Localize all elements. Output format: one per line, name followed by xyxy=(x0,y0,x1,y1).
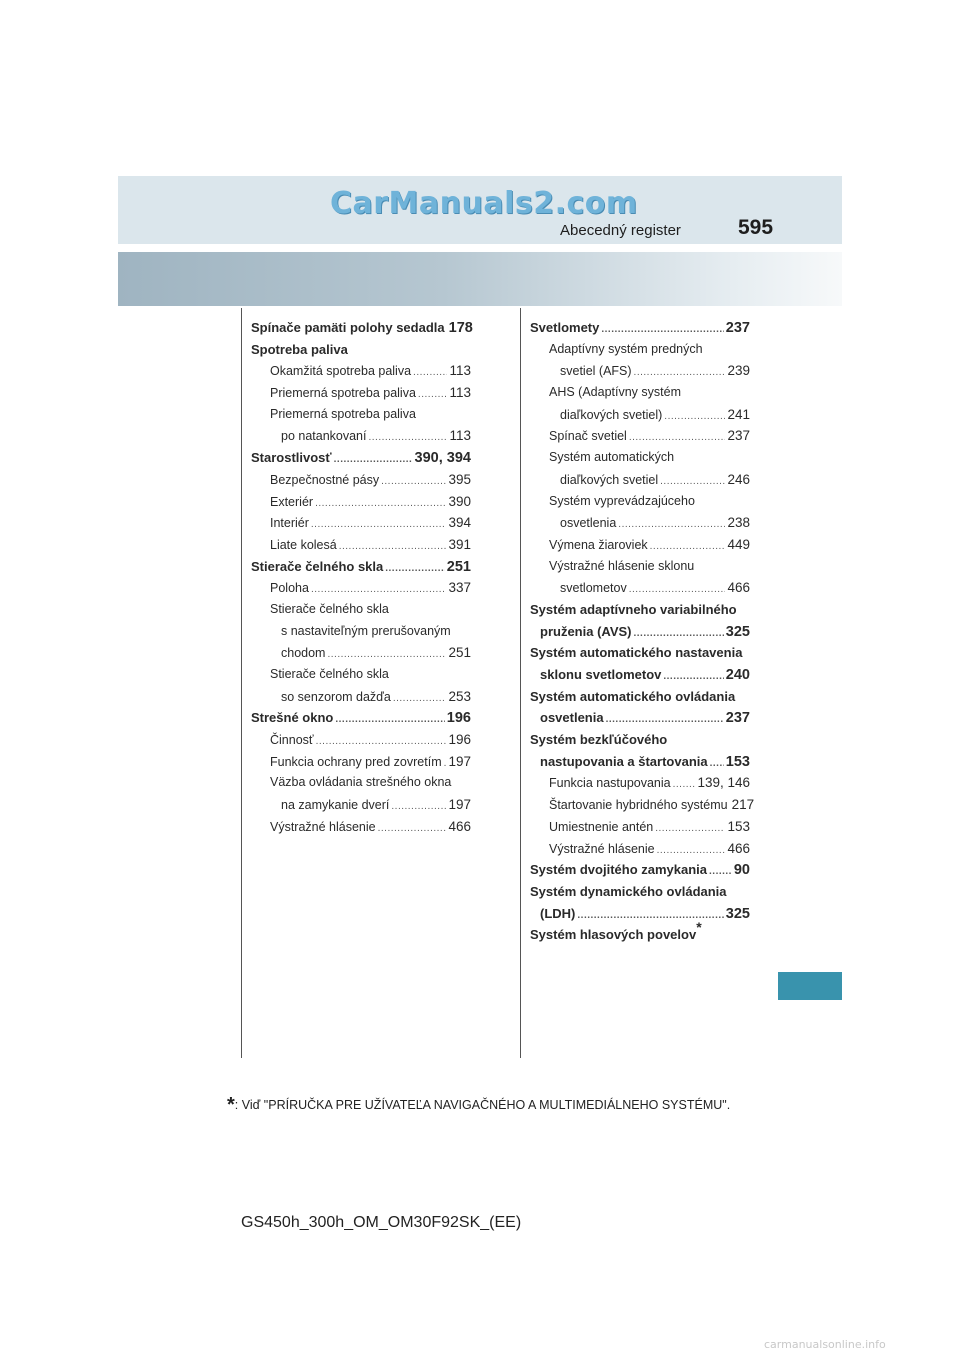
leader-dots xyxy=(327,644,446,666)
leader-dots xyxy=(381,471,446,493)
index-entry-term: Stierače čelného skla xyxy=(270,601,389,616)
index-entry-page: 466 xyxy=(448,818,471,834)
index-entry-page: 178 xyxy=(448,320,473,336)
leader-dots xyxy=(311,579,447,601)
index-entry xyxy=(530,621,750,643)
leader-dots xyxy=(634,362,726,384)
index-entry xyxy=(530,447,750,469)
index-entry-page: 466 xyxy=(727,580,750,596)
index-entry-term: Bezpečnostné pásy xyxy=(270,472,380,487)
index-entry-term: Väzba ovládania strešného okna xyxy=(270,775,452,790)
index-entry-term: Funkcia ochrany pred zovretím xyxy=(270,754,442,769)
leader-dots xyxy=(418,384,448,406)
leader-dots xyxy=(663,666,723,688)
leader-dots xyxy=(385,558,445,580)
index-entry xyxy=(251,664,471,686)
leader-dots xyxy=(335,709,444,731)
index-entry-term: Výmena žiaroviek xyxy=(549,537,648,552)
index-entry xyxy=(251,317,471,339)
index-entry-page: 449 xyxy=(727,536,750,552)
index-entry xyxy=(530,577,750,599)
index-entry-term: Liate kolesá xyxy=(270,537,337,552)
index-entry-term: chodom xyxy=(281,646,326,661)
index-entry xyxy=(251,360,471,382)
document-code: GS450h_300h_OM_OM30F92SK_(EE) xyxy=(241,1214,522,1231)
index-entry-page: 253 xyxy=(448,688,471,704)
index-entry-page: 240 xyxy=(725,667,750,683)
index-entry-term: Systém automatických xyxy=(549,450,675,465)
index-entry-term: so senzorom dažďa xyxy=(281,689,391,704)
index-entry-page: 217 xyxy=(731,797,755,813)
leader-dots xyxy=(709,861,732,883)
index-entry xyxy=(251,512,471,534)
index-entry xyxy=(530,794,755,816)
index-entry-term: Funkcia nastupovania xyxy=(549,776,671,791)
leader-dots xyxy=(601,319,723,341)
index-entry-term: Systém dynamického ovládania xyxy=(530,883,727,899)
index-entry-term: svetiel (AFS) xyxy=(560,364,632,379)
index-entry-page: 466 xyxy=(727,840,750,856)
index-entry-term: Činnosť xyxy=(270,733,314,748)
index-entry xyxy=(530,512,750,534)
column-divider-middle xyxy=(520,308,521,1058)
index-entry xyxy=(530,556,750,578)
page-number: 595 xyxy=(738,216,774,239)
index-entry xyxy=(530,425,750,447)
footnote xyxy=(227,1092,730,1115)
index-entry-term: Priemerná spotreba paliva xyxy=(270,406,416,421)
index-entry xyxy=(530,360,750,382)
index-entry xyxy=(251,642,471,664)
index-entry-term: sklonu svetlometov xyxy=(540,667,662,682)
index-entry xyxy=(530,751,750,773)
index-entry-page: 246 xyxy=(727,471,750,487)
index-entry xyxy=(530,881,750,903)
index-entry-term: Stierače čelného skla xyxy=(251,558,384,574)
index-entry-page: 153 xyxy=(725,753,750,770)
index-entry-term: Systém automatického nastavenia xyxy=(530,645,743,661)
footer-watermark[interactable]: carmanualsonline.info xyxy=(764,1338,886,1351)
index-entry-term: Štartovanie hybridného systému xyxy=(549,798,728,813)
index-entry-page: 325 xyxy=(725,623,750,640)
watermark-logo[interactable]: CarManuals2.com xyxy=(330,186,638,221)
index-entry-page: 390 xyxy=(448,493,471,509)
index-entry-term: Systém automatického ovládania xyxy=(530,688,736,704)
index-entry xyxy=(251,469,471,491)
index-entry-page: 241 xyxy=(727,406,750,422)
index-entry xyxy=(251,686,471,708)
decorative-band xyxy=(118,252,842,306)
index-entry-page: 113 xyxy=(449,428,471,444)
index-entry-term: (LDH) xyxy=(540,905,576,921)
index-entry xyxy=(530,317,750,339)
leader-dots xyxy=(413,362,447,384)
index-entry-page: 251 xyxy=(448,645,471,661)
index-entry xyxy=(530,903,750,925)
index-entry-page: 237 xyxy=(725,320,750,336)
index-entry-term: Systém adaptívneho variabilného xyxy=(530,601,737,617)
index-entry xyxy=(530,404,750,426)
index-entry xyxy=(530,772,750,794)
index-entry-term: na zamykanie dverí xyxy=(281,798,390,813)
index-entry-term: Svetlomety xyxy=(530,320,600,335)
index-entry xyxy=(530,491,750,513)
leader-dots xyxy=(444,753,447,775)
index-entry-page: 90 xyxy=(733,862,750,879)
index-entry-term: Interiér xyxy=(270,516,309,531)
leader-dots xyxy=(664,406,725,428)
index-entry-term: Adaptívny systém predných xyxy=(549,341,703,356)
index-entry-term: osvetlenia xyxy=(560,516,617,531)
index-entry-page: 197 xyxy=(448,753,471,769)
index-entry xyxy=(251,621,471,643)
index-entry xyxy=(530,707,750,729)
index-entry-term: Starostlivosť xyxy=(251,450,332,466)
index-entry xyxy=(251,577,471,599)
leader-dots xyxy=(369,427,448,449)
index-entry-term: Výstražné hlásenie xyxy=(549,841,655,856)
index-entry-term: pruženia (AVS) xyxy=(540,623,632,639)
chapter-tab xyxy=(778,972,842,1000)
index-entry xyxy=(251,707,471,729)
index-column-right xyxy=(530,317,755,946)
index-entry xyxy=(530,729,750,751)
index-entry-page: 395 xyxy=(448,471,471,487)
index-entry-term: AHS (Adaptívny systém xyxy=(549,385,681,400)
index-entry-term: Systém dvojitého zamykania xyxy=(530,862,708,878)
footnote-asterisk: * xyxy=(227,1094,235,1116)
leader-dots xyxy=(378,818,447,840)
index-entry-page: 113 xyxy=(449,385,471,401)
leader-dots xyxy=(650,536,726,558)
index-entry xyxy=(530,382,750,404)
index-entry xyxy=(251,816,471,838)
index-entry xyxy=(251,425,471,447)
section-title: Abecedný register xyxy=(560,222,681,239)
index-entry-page: 153 xyxy=(727,818,750,834)
index-entry xyxy=(530,686,750,708)
index-entry xyxy=(530,642,750,664)
index-entry-page: 238 xyxy=(727,515,750,531)
leader-dots xyxy=(673,774,696,796)
index-entry-term: Stierače čelného skla xyxy=(270,667,389,681)
index-entry-page: 251 xyxy=(446,558,471,575)
index-entry-page: 390, 394 xyxy=(414,450,471,467)
index-entry xyxy=(251,772,471,794)
leader-dots xyxy=(393,688,447,710)
index-entry-term: Systém bezkľúčového xyxy=(530,732,668,748)
index-entry-term: Strešné okno xyxy=(251,710,334,726)
leader-dots xyxy=(315,493,446,515)
leader-dots xyxy=(655,818,725,840)
leader-dots xyxy=(634,623,724,645)
index-entry-page: 139, 146 xyxy=(697,775,750,791)
index-entry xyxy=(251,382,471,404)
index-entry-term: diaľkových svetiel) xyxy=(560,407,663,422)
index-entry-term: nastupovania a štartovania xyxy=(540,753,708,769)
index-entry-term: Spínač svetiel xyxy=(549,429,627,444)
index-entry-term: Poloha xyxy=(270,581,309,596)
index-entry-term: po natankovaní xyxy=(281,429,367,444)
index-entry-term: s nastaviteľným prerušovaným xyxy=(281,623,451,638)
index-entry-term: Exteriér xyxy=(270,494,314,509)
index-entry-page: 197 xyxy=(448,797,471,813)
index-entry-page: 337 xyxy=(448,580,471,596)
index-entry xyxy=(530,599,750,621)
index-entry-term: svetlometov xyxy=(560,581,627,596)
leader-dots xyxy=(618,514,725,536)
index-entry-page: 237 xyxy=(725,710,750,727)
leader-dots xyxy=(710,753,724,775)
index-entry-term: Spínače pamäti polohy sedadla xyxy=(251,320,445,335)
index-entry xyxy=(251,729,471,751)
index-column-left xyxy=(251,317,471,838)
index-entry xyxy=(251,404,471,426)
leader-dots xyxy=(339,536,447,558)
index-entry-page: 391 xyxy=(448,536,471,552)
index-entry xyxy=(530,339,750,361)
asterisk-marker: * xyxy=(696,918,702,935)
index-entry xyxy=(530,838,750,860)
index-entry-page: 196 xyxy=(448,732,471,748)
index-entry-term: Spotreba paliva xyxy=(251,341,348,357)
index-entry-page: 196 xyxy=(446,710,471,727)
index-entry xyxy=(251,751,471,773)
index-entry xyxy=(530,534,750,556)
index-entry-term: Priemerná spotreba paliva xyxy=(270,386,416,401)
leader-dots xyxy=(629,579,726,601)
index-entry-term: Systém hlasových povelov xyxy=(530,927,697,943)
index-entry-term: Systém vyprevádzajúceho xyxy=(549,493,695,508)
column-divider-left xyxy=(241,308,242,1058)
index-entry xyxy=(251,534,471,556)
index-entry-page: 237 xyxy=(727,428,750,444)
index-entry-page: 325 xyxy=(725,905,750,922)
index-entry xyxy=(530,859,750,881)
index-entry-term: Okamžitá spotreba paliva xyxy=(270,364,412,379)
index-entry xyxy=(251,339,471,361)
index-entry xyxy=(530,918,750,946)
index-entry xyxy=(530,664,750,686)
index-entry-term: Výstražné hlásenie sklonu xyxy=(549,558,695,573)
index-entry-page: 394 xyxy=(448,515,471,531)
index-entry xyxy=(530,816,750,838)
index-entry-term: osvetlenia xyxy=(540,710,604,726)
index-entry xyxy=(530,469,750,491)
index-entry xyxy=(251,599,471,621)
leader-dots xyxy=(316,731,447,753)
leader-dots xyxy=(311,514,447,536)
index-entry-term: Umiestnenie antén xyxy=(549,819,654,834)
footnote-text: : Viď "PRÍRUČKA PRE UŽÍVATEĽA NAVIGAČNÉHO A MULTIMEDIÁLNEHO SYSTÉMU". xyxy=(234,1098,731,1112)
leader-dots xyxy=(629,427,726,449)
leader-dots xyxy=(657,840,726,862)
index-entry-term: Výstražné hlásenie xyxy=(270,819,376,834)
leader-dots xyxy=(334,449,413,471)
leader-dots xyxy=(606,709,724,731)
leader-dots xyxy=(660,471,725,493)
index-entry xyxy=(251,794,471,816)
index-entry-term: diaľkových svetiel xyxy=(560,472,659,487)
leader-dots xyxy=(391,796,446,818)
index-entry xyxy=(251,556,471,578)
index-entry-page: 113 xyxy=(449,363,471,379)
index-entry-page: 239 xyxy=(727,363,750,379)
index-entry xyxy=(251,447,471,469)
index-entry xyxy=(251,491,471,513)
